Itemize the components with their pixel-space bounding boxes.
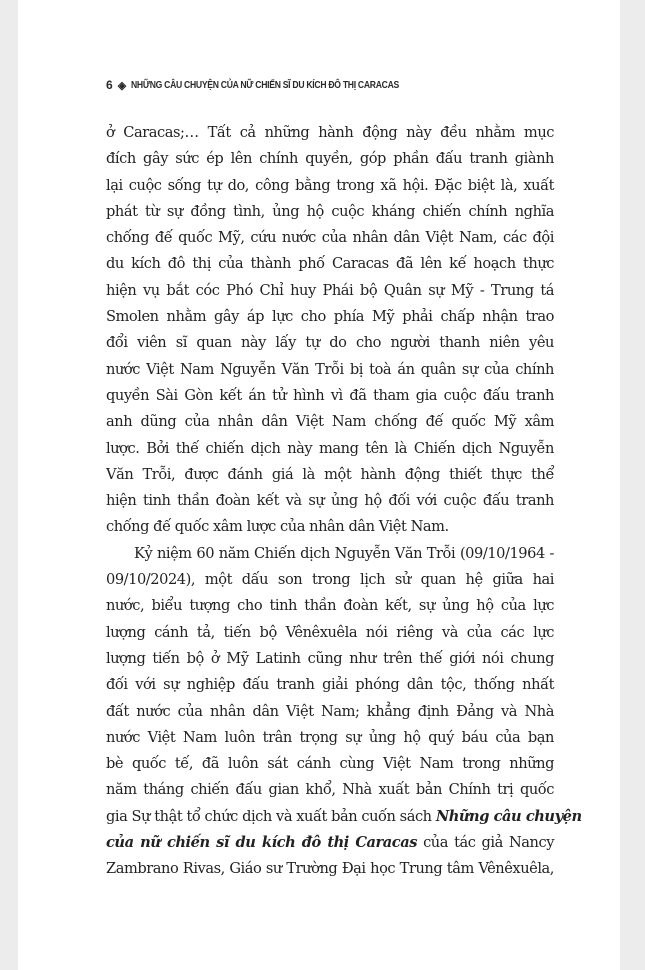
text-line: đích gây sức ép lên chính quyền, góp phần đấu tranh giành xyxy=(106,150,554,168)
text-line: chống đế quốc Mỹ, cứu nước của nhân dân Việt Nam, các đội xyxy=(106,229,554,247)
text-line: lượng cánh tả, tiến bộ Vênêxuêla nói riêng và của các lực xyxy=(106,623,554,641)
text-span: gia Sự thật tổ chức dịch và xuất bản cuốn sách xyxy=(106,807,436,825)
text-line: đất nước của nhân dân Việt Nam; khẳng định Đảng và Nhà xyxy=(106,702,554,720)
text-line: lượng tiến bộ ở Mỹ Latinh cũng như trên thế giới nói chung xyxy=(106,649,554,667)
text-line: đối với sự nghiệp đấu tranh giải phóng dân tộc, thống nhất xyxy=(106,676,554,694)
book-title: Những câu chuyện xyxy=(435,807,582,825)
text-line: quyền Sài Gòn kết án tử hình vì đã tham gia cuộc đấu tranh xyxy=(106,386,554,404)
running-title: NHỮNG CÂU CHUYỆN CỦA NỮ CHIẾN SĨ DU KÍCH ĐÔ THỊ CARACAS xyxy=(131,79,400,91)
book-title: của nữ chiến sĩ du kích đô thị Caracas xyxy=(106,834,418,852)
text-line: lại cuộc sống tự do, công bằng trong xã hội. Đặc biệt là, xuất xyxy=(106,176,554,194)
text-line: anh dũng của nhân dân Việt Nam chống đế quốc Mỹ xâm xyxy=(106,413,554,431)
text-line-with-title xyxy=(106,804,582,830)
text-line: du kích đô thị của thành phố Caracas đã lên kế hoạch thực xyxy=(106,255,554,273)
text-line: năm tháng chiến đấu gian khổ, Nhà xuất bản Chính trị quốc xyxy=(106,781,554,799)
text-span: của tác giả Nancy xyxy=(417,834,554,852)
diamond-ornament-icon: ◈ xyxy=(117,79,127,92)
text-line: phát từ sự đồng tình, ủng hộ cuộc kháng chiến chính nghĩa xyxy=(106,202,554,220)
text-line: Smolen nhằm gây áp lực cho phía Mỹ phải chấp nhận trao xyxy=(106,308,554,326)
paragraph-end-line: chống đế quốc xâm lược của nhân dân Việt Nam. xyxy=(106,518,449,536)
book-page xyxy=(18,0,620,970)
text-line: hiện vụ bắt cóc Phó Chỉ huy Phái bộ Quân sự Mỹ - Trung tá xyxy=(106,281,554,299)
text-line: lược. Bởi thế chiến dịch này mang tên là Chiến dịch Nguyễn xyxy=(106,439,554,457)
text-line: bè quốc tế, đã luôn sát cánh cùng Việt Nam trong những xyxy=(106,755,554,773)
text-line: ở Caracas;… Tất cả những hành động này đều nhằm mục xyxy=(106,124,554,141)
text-line: nước Việt Nam Nguyễn Văn Trỗi bị toà án quân sự của chính xyxy=(106,360,554,378)
page-header xyxy=(106,76,458,94)
text-line: Văn Trỗi, được đánh giá là một hành động thiết thực thể xyxy=(106,465,554,483)
text-line-with-title xyxy=(106,830,554,856)
text-line: đổi viên sĩ quan này lấy tự do cho người thanh niên yêu xyxy=(106,334,554,352)
text-line: 09/10/2024), một dấu son trong lịch sử quan hệ giữa hai xyxy=(106,571,554,589)
text-line: Zambrano Rivas, Giáo sư Trường Đại học Trung tâm Vênêxuêla, xyxy=(106,860,554,878)
body-text xyxy=(106,120,582,883)
paragraph-start-line: Kỷ niệm 60 năm Chiến dịch Nguyễn Văn Trỗi (09/10/1964 - xyxy=(134,544,554,562)
text-line: hiện tinh thần đoàn kết và sự ủng hộ đối với cuộc đấu tranh xyxy=(106,492,554,510)
text-line: nước, biểu tượng cho tinh thần đoàn kết, sự ủng hộ của lực xyxy=(106,597,554,615)
page-number: 6 xyxy=(106,78,113,92)
text-line: nước Việt Nam luôn trân trọng sự ủng hộ quý báu của bạn xyxy=(106,728,554,746)
